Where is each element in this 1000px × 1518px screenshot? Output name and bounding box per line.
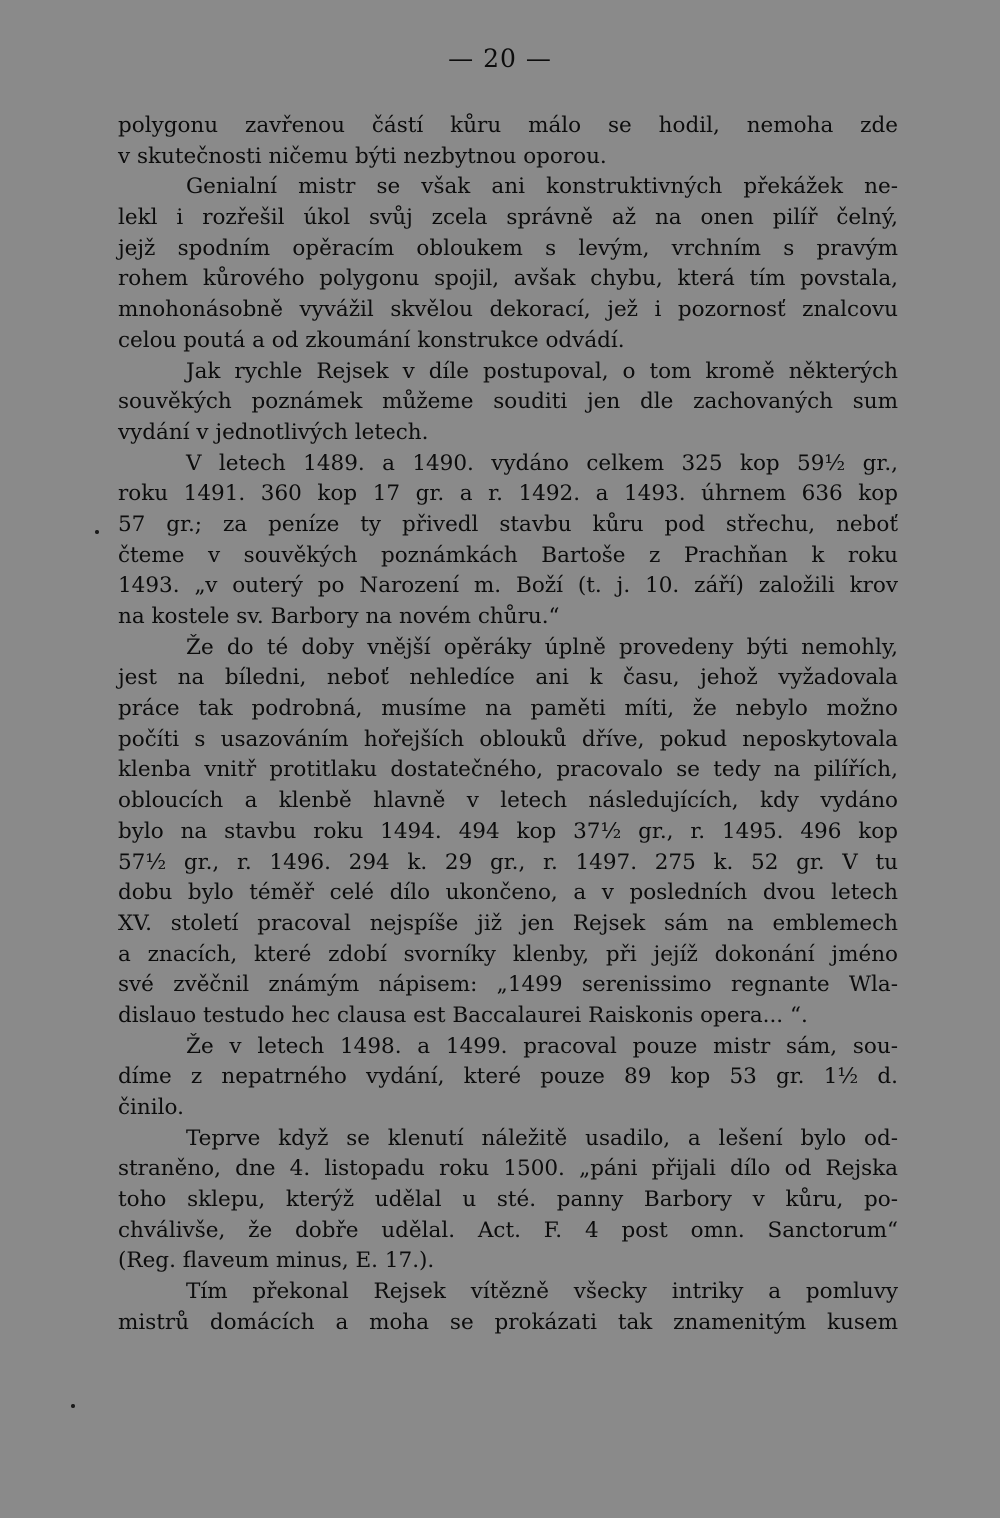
text-line: Tím překonal Rejsek vítězně všecky intriky a pomluvy [186, 1279, 898, 1305]
text-line: dislauo testudo hec clausa est Baccalaurei Raiskonis opera... “. [118, 1002, 808, 1028]
text-line: mistrů domácích a moha se prokázati tak znamenitým kusem [118, 1309, 898, 1335]
text-line: jest na bíledni, neboť nehledíce ani k času, jehož vyžadovala [118, 665, 898, 691]
text-line: obloucích a klenbě hlavně v letech následujících, kdy vydáno [118, 788, 898, 814]
text-line: 1493. „v outerý po Narození m. Boží (t. j. 10. září) založili krov [118, 573, 898, 599]
text-line: Teprve když se klenutí náležitě usadilo, a lešení bylo od- [186, 1125, 898, 1151]
text-line: straněno, dne 4. listopadu roku 1500. „páni přijali dílo od Rejska [118, 1156, 898, 1182]
text-line: chválivše, že dobře udělal. Act. F. 4 post omn. Sanctorum“ [118, 1217, 898, 1243]
text-line: bylo na stavbu roku 1494. 494 kop 37½ gr., r. 1495. 496 kop [118, 818, 898, 844]
text-line: počíti s usazováním hořejších oblouků dříve, pokud neposkytovala [118, 726, 898, 752]
text-line: díme z nepatrného vydání, které pouze 89 kop 53 gr. 1½ d. [118, 1064, 898, 1090]
text-line: mnohonásobně vyvážil skvělou dekorací, jež i pozornosť znalcovu [118, 297, 898, 323]
text-line: rohem kůrového polygonu spojil, avšak chybu, která tím povstala, [118, 266, 898, 292]
text-line: (Reg. flaveum minus, E. 17.). [118, 1248, 435, 1274]
text-line: XV. století pracoval nejspíše již jen Rejsek sám na emblemech [118, 910, 898, 936]
text-line: své zvěčnil známým nápisem: „1499 serenissimo regnante Wla- [118, 972, 898, 998]
page-number: — 20 — [448, 44, 552, 73]
text-line: v skutečnosti ničemu býti nezbytnou oporou. [118, 143, 607, 169]
ink-speck [95, 530, 99, 534]
text-line: 57 gr.; za peníze ty přivedl stavbu kůru pod střechu, neboť [118, 511, 898, 537]
text-line: 57½ gr., r. 1496. 294 k. 29 gr., r. 1497. 275 k. 52 gr. V tu [118, 849, 898, 875]
text-line: Že do té doby vnější opěráky úplně provedeny býti nemohly, [186, 634, 898, 660]
text-line: Genialní mistr se však ani konstruktivných překážek ne- [186, 174, 898, 200]
text-line: lekl i rozřešil úkol svůj zcela správně až na onen pilíř čelný, [118, 205, 898, 231]
text-line: dobu bylo téměř celé dílo ukončeno, a v posledních dvou letech [118, 880, 898, 906]
text-line: čteme v souvěkých poznámkách Bartoše z Prachňan k roku [118, 542, 898, 568]
text-line: jejž spodním opěracím obloukem s levým, vrchním s pravým [118, 235, 898, 261]
text-line: Jak rychle Rejsek v díle postupoval, o tom kromě některých [186, 358, 898, 384]
text-line: činilo. [118, 1095, 184, 1120]
text-line: toho sklepu, kterýž udělal u sté. panny Barbory v kůru, po- [118, 1187, 898, 1213]
text-line: roku 1491. 360 kop 17 gr. a r. 1492. a 1493. úhrnem 636 kop [118, 481, 898, 507]
text-line: souvěkých poznámek můžeme souditi jen dle zachovaných sum [118, 389, 898, 415]
text-line: práce tak podrobná, musíme na paměti míti, že nebylo možno [118, 696, 898, 722]
ink-speck [71, 1404, 75, 1408]
text-line: a znacích, které zdobí svorníky klenby, při jejíž dokonání jméno [118, 941, 898, 967]
text-line: Že v letech 1498. a 1499. pracoval pouze mistr sám, sou- [186, 1033, 898, 1059]
text-line: na kostele sv. Barbory na novém chůru.“ [118, 604, 560, 629]
body-text [118, 111, 898, 1339]
text-line: celou poutá a od zkoumání konstrukce odvádí. [118, 327, 625, 353]
text-line: vydání v jednotlivých letech. [118, 419, 429, 445]
text-line: polygonu zavřenou částí kůru málo se hodil, nemoha zde [118, 113, 898, 138]
text-line: klenba vnitř protitlaku dostatečného, pracovalo se tedy na pilířích, [118, 757, 898, 783]
text-line: V letech 1489. a 1490. vydáno celkem 325 kop 59½ gr., [186, 450, 898, 476]
